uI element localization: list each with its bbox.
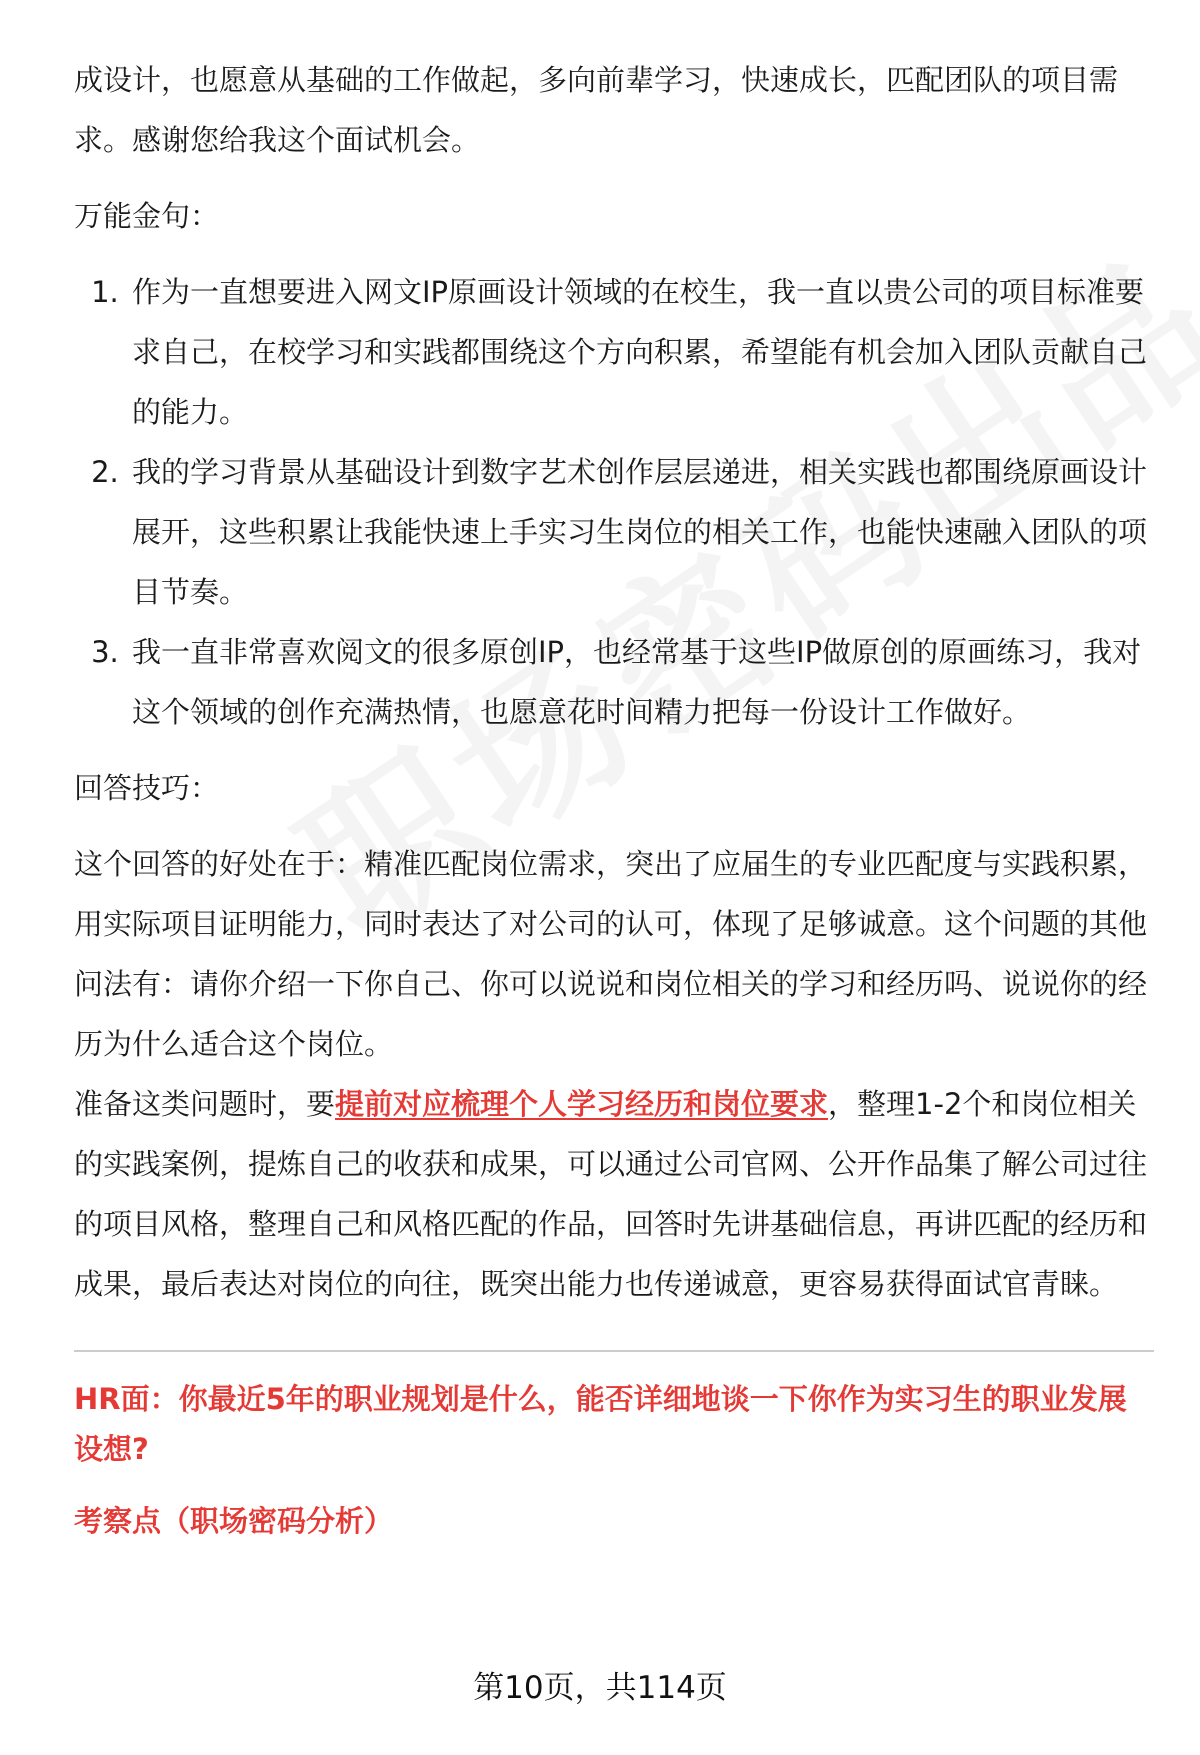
preparation-text-end: ，整理1-2个和岗位相关的实践案例，提炼自己的收获和成果，可以通过公司官网、公开作品集了解公司过往的项目风格，整理自己和风格匹配的作品，回答时先讲基础信息，再讲匹配的经历和成果，最后表达对岗位的向往，既突出能力也传递诚意，更容易获得面试官青睐。 bbox=[74, 1087, 1148, 1301]
golden-sentences-list bbox=[74, 262, 1154, 742]
emphasized-advice: 提前对应梳理个人学习经历和岗位要求 bbox=[335, 1087, 829, 1121]
hr-question-title: HR面：你最近5年的职业规划是什么，能否详细地谈一下你作为实习生的职业发展设想? bbox=[74, 1382, 1127, 1466]
golden-sentences-label: 万能金句： bbox=[74, 199, 220, 233]
answer-tips-label: 回答技巧： bbox=[74, 771, 220, 805]
list-item: 3. 我一直非常喜欢阅文的很多原创IP，也经常基于这些IP做原创的原画练习，我对这个领域的创作充满热情，也愿意花时间精力把每一份设计工作做好。 bbox=[128, 622, 1154, 742]
assessment-heading: 考察点（职场密码分析） bbox=[74, 1504, 394, 1538]
section-divider bbox=[74, 1350, 1154, 1352]
preparation-paragraph bbox=[74, 1074, 1154, 1314]
intro-paragraph: 成设计，也愿意从基础的工作做起，多向前辈学习，快速成长，匹配团队的项目需求。感谢您给我这个面试机会。 bbox=[74, 63, 1119, 157]
list-item: 2. 我的学习背景从基础设计到数字艺术创作层层递进，相关实践也都围绕原画设计展开，这些积累让我能快速上手实习生岗位的相关工作，也能快速融入团队的项目节奏。 bbox=[128, 442, 1154, 622]
preparation-text-start: 准备这类问题时，要 bbox=[74, 1087, 336, 1121]
answer-tips-paragraph: 这个回答的好处在于：精准匹配岗位需求，突出了应届生的专业匹配度与实践积累，用实际项目证明能力，同时表达了对公司的认可，体现了足够诚意。这个问题的其他问法有：请你介绍一下你自己、你可以说说和岗位相关的学习和经历吗、说说你的经历为什么适合这个岗位。 bbox=[74, 847, 1148, 1061]
document-page bbox=[74, 50, 1154, 1546]
list-item: 1. 作为一直想要进入网文IP原画设计领域的在校生，我一直以贵公司的项目标准要求自己，在校学习和实践都围绕这个方向积累，希望能有机会加入团队贡献自己的能力。 bbox=[128, 262, 1154, 442]
page-number: 第10页，共114页 bbox=[473, 1670, 727, 1706]
